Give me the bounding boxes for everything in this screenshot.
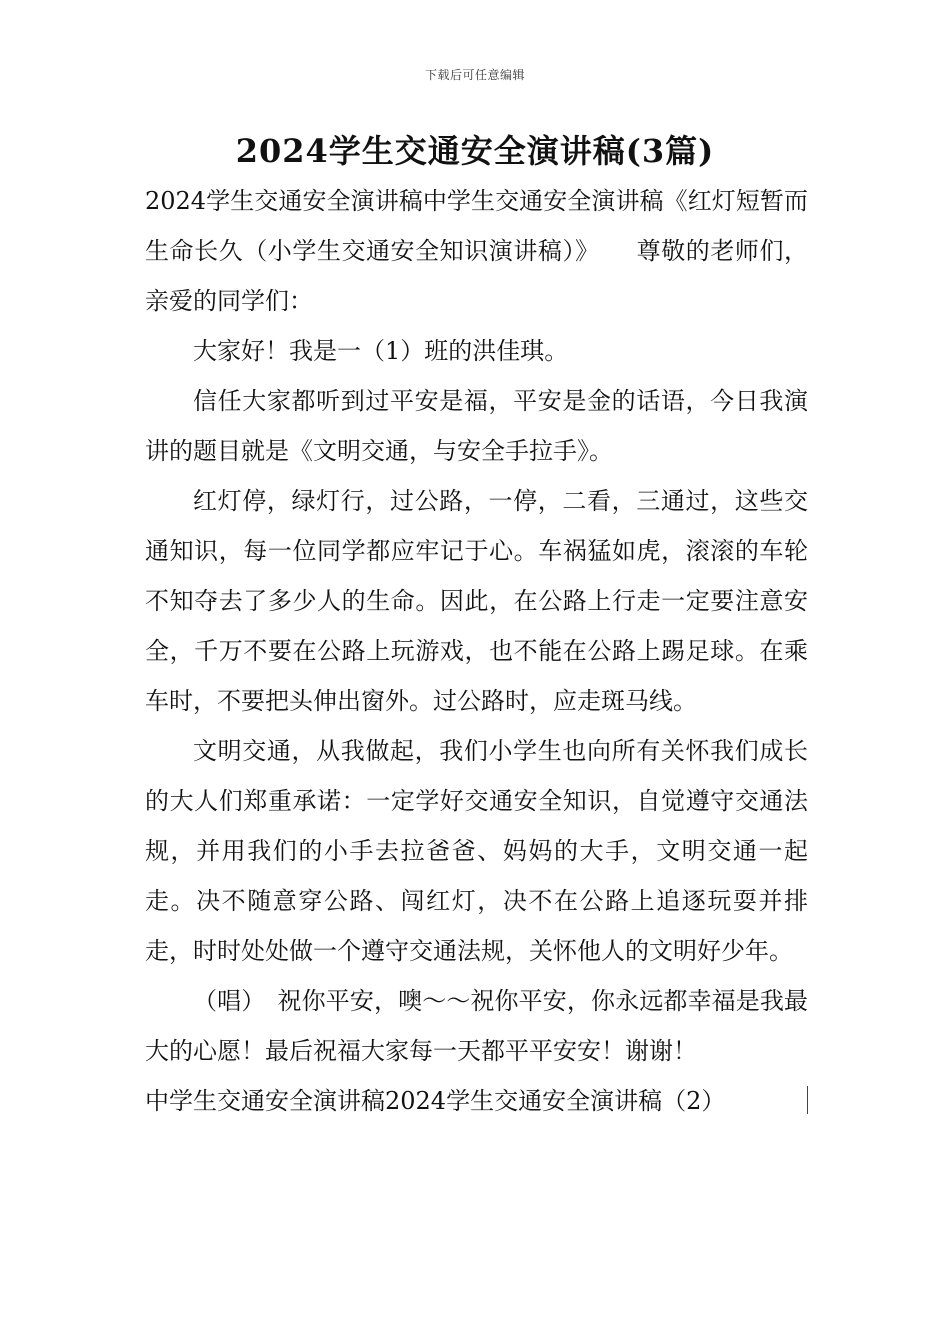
paragraph-traffic-rules: 红灯停，绿灯行，过公路，一停，二看，三通过，这些交通知识，每一位同学都应牢记于心。车祸猛如虎，滚滚的车轮不知夺去了多少人的生命。因此，在公路上行走一定要注意安全，千万不要在公路上玩游戏，也不能在公路上踢足球。在乘车时，不要把头伸出窗外。过公路时，应走斑马线。 [145, 487, 808, 715]
document-body [145, 176, 808, 1126]
header-note: 下载后可任意编辑 [424, 68, 525, 82]
separator-bar [807, 1086, 808, 1114]
next-section-heading: 中学生交通安全演讲稿2024学生交通安全演讲稿（2） [145, 1087, 726, 1115]
paragraph-topic: 信任大家都听到过平安是福，平安是金的话语，今日我演讲的题目就是《文明交通，与安全手拉手》。 [145, 387, 808, 465]
next-section-heading-line [145, 1076, 808, 1126]
paragraph-greeting: 大家好！我是一（1）班的洪佳琪。 [193, 337, 569, 365]
paragraph-closing: （唱） 祝你平安，噢～～祝你平安，你永远都幸福是我最大的心愿！最后祝福大家每一天都平平安安！谢谢！ [145, 987, 808, 1065]
paragraph-promise: 文明交通，从我做起，我们小学生也向所有关怀我们成长的大人们郑重承诺：一定学好交通安全知识，自觉遵守交通法规，并用我们的小手去拉爸爸、妈妈的大手，文明交通一起走。决不随意穿公路、闯红灯，决不在公路上追逐玩耍并排走，时时处处做一个遵守交通法规，关怀他人的文明好少年。 [145, 737, 808, 965]
intro-paragraph: 2024学生交通安全演讲稿中学生交通安全演讲稿《红灯短暂而生命长久（小学生交通安全知识演讲稿）》 尊敬的老师们，亲爱的同学们： [145, 187, 808, 315]
document-title: 2024学生交通安全演讲稿(3篇) [235, 132, 715, 170]
